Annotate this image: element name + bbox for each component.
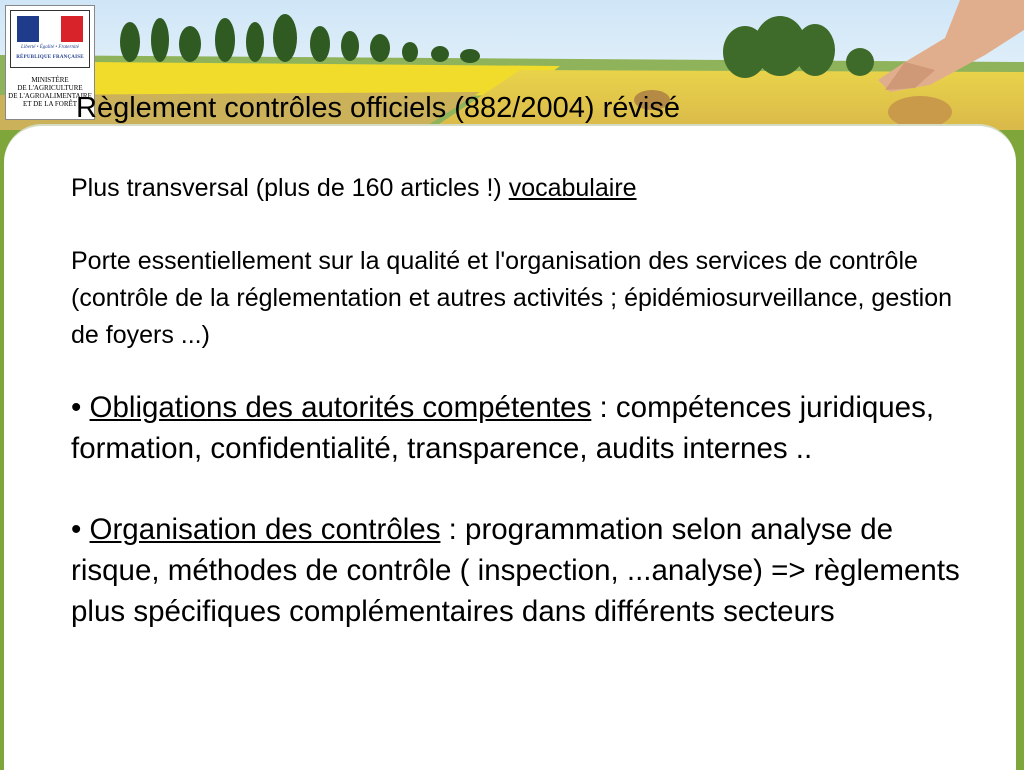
bullet-obligations (71, 387, 971, 469)
slide-title: Règlement contrôles officiels (882/2004) révisé (76, 92, 680, 124)
bullet-organisation (71, 509, 971, 632)
french-flag-icon (17, 16, 83, 42)
ministry-line: ET DE LA FORÊT (22, 100, 78, 108)
bullet-marker: • (71, 513, 90, 546)
ministry-line: DE L'AGROALIMENTAIRE (8, 92, 92, 100)
vocabulaire-link[interactable]: vocabulaire (508, 174, 637, 202)
bullet-heading: Obligations des autorités compétentes (89, 391, 592, 424)
marianne-logo (10, 10, 90, 68)
ministry-line: DE L'AGRICULTURE (17, 84, 83, 92)
scope-paragraph: Porte essentiellement sur la qualité et l'organisation des services de contrôle (contrôle de la réglementation et autres activités ; épidémiosurveillance, gestion de foyers ...) (71, 247, 953, 349)
intro-text: Plus transversal (plus de 160 articles !) (71, 174, 509, 202)
intro-line (71, 170, 971, 207)
bullet-text: : compétences juridiques, formation, confidentialité, transparence, audits internes .. (71, 391, 935, 465)
bullet-text: : programmation selon analyse de risque, méthodes de contrôle ( inspection, ...analyse) => règlements plus spécifiques complémentaires dans différents secteurs (71, 513, 960, 628)
slide-body (71, 170, 971, 632)
logo-republique: RÉPUBLIQUE FRANÇAISE (16, 55, 84, 60)
bullet-marker: • (71, 391, 90, 424)
ministry-line: MINISTÈRE (31, 76, 69, 84)
logo-devise: Liberté • Égalité • Fraternité (21, 45, 79, 50)
bullet-heading: Organisation des contrôles (89, 513, 441, 546)
